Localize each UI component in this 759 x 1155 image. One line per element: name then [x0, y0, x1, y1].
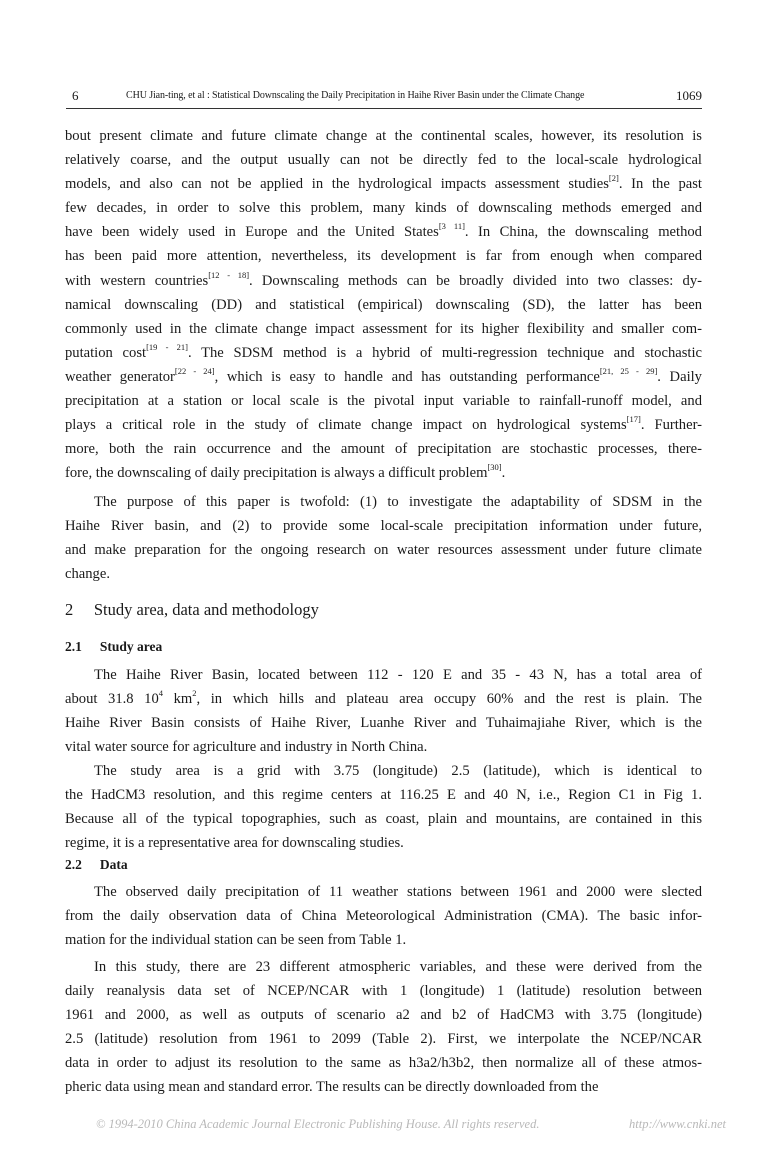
subsection-heading: 2.2 Data	[65, 857, 128, 872]
text-segment: change.	[65, 566, 110, 583]
text-line	[65, 172, 702, 196]
paragraph	[65, 759, 702, 855]
citation-superscript: 4	[158, 688, 163, 699]
text-line	[65, 461, 702, 485]
text-line	[65, 490, 702, 514]
text-segment: more, both the rain occurrence and the amount of precipitation are stochastic processes, there-	[65, 441, 702, 458]
text-line	[65, 735, 702, 759]
text-segment: pheric data using mean and standard error. The results can be directly downloaded from the	[65, 1079, 599, 1096]
text-segment: . In China, the downscaling method	[464, 224, 702, 241]
text-segment: The Haihe River Basin, located between 112 - 120 E and 35 - 43 N, has a total area of	[94, 667, 702, 683]
text-segment: relatively coarse, and the output usually can not be directly fed to the local-scale hydrological	[65, 152, 702, 169]
text-segment: daily reanalysis data set of NCEP/NCAR with 1 (longitude) 1 (latitude) resolution between	[65, 983, 702, 1000]
text-line	[65, 759, 702, 783]
text-line	[65, 196, 702, 220]
page-number-right: 1069	[676, 88, 702, 103]
text-line	[65, 955, 702, 979]
citation-superscript: [12 - 18]	[208, 269, 250, 280]
text-segment: Haihe River basin, and (2) to provide some local-scale precipitation information under future,	[65, 518, 702, 535]
text-segment: fore, the downscaling of daily precipitation is always a difficult problem	[65, 465, 488, 482]
text-line	[65, 928, 702, 952]
text-segment: vital water source for agriculture and industry in North China.	[65, 739, 428, 756]
text-line	[65, 244, 702, 268]
text-line	[65, 269, 702, 293]
text-segment: few decades, in order to solve this problem, many kinds of downscaling methods emerged and	[65, 200, 702, 217]
text-segment: the HadCM3 resolution, and this regime centers at 116.25 E and 40 N, i.e., Region C1 in Fig 1.	[65, 787, 702, 804]
text-segment: about 31.8 10	[65, 691, 159, 708]
text-segment: , which is easy to handle and has outstanding performance	[214, 368, 600, 385]
text-segment: with western countries	[65, 272, 209, 289]
text-line	[65, 148, 702, 172]
text-line	[65, 1003, 702, 1027]
citation-superscript: [30]	[487, 462, 502, 473]
text-segment: weather generator	[65, 368, 175, 385]
footer-url: http://www.cnki.net	[629, 1117, 726, 1131]
running-header	[66, 88, 702, 106]
paragraph	[65, 663, 702, 759]
text-segment: plays a critical role in the study of climate change impact on hydrological systems	[65, 417, 627, 434]
citation-superscript: [22 - 24]	[174, 365, 215, 376]
text-line	[65, 389, 702, 413]
footer	[96, 1117, 726, 1132]
paragraph	[65, 124, 702, 485]
text-segment: 1961 and 2000, as well as outputs of scenario a2 and b2 of HadCM3 with 3.75 (longitude)	[65, 1007, 702, 1024]
text-line	[65, 663, 702, 687]
paragraph	[65, 880, 702, 952]
text-segment: putation cost	[65, 344, 147, 361]
text-segment: The purpose of this paper is twofold: (1) to investigate the adaptability of SDSM in the	[94, 494, 702, 510]
text-segment: models, and also can not be applied in the hydrological impacts assessment studies	[65, 176, 609, 193]
text-segment: , in which hills and plateau area occupy 60% and the rest is plain. The	[196, 691, 702, 708]
text-segment: . Further-	[640, 417, 702, 434]
text-line	[65, 783, 702, 807]
text-line	[65, 220, 702, 244]
text-line	[65, 831, 702, 855]
text-segment: bout present climate and future climate change at the continental scales, however, its resolution is	[65, 128, 702, 144]
text-segment: . Downscaling methods can be broadly divided into two classes: dy-	[249, 272, 703, 289]
text-line	[65, 562, 702, 586]
text-segment: . The SDSM method is a hybrid of multi-regression technique and stochastic	[187, 344, 702, 361]
citation-superscript: 2	[192, 688, 197, 699]
subsection-heading: 2.1 Study area	[65, 639, 163, 654]
text-segment: Because all of the typical topographies, such as coast, plain and mountains, are contained in this	[65, 811, 702, 828]
text-segment: mation for the individual station can be seen from Table 1.	[65, 932, 407, 949]
text-segment: namical downscaling (DD) and statistical (empirical) downscaling (SD), the latter has been	[65, 296, 702, 313]
text-line	[65, 514, 702, 538]
text-line	[65, 124, 702, 148]
text-line	[65, 538, 702, 562]
text-line	[65, 979, 702, 1003]
citation-superscript: [17]	[626, 414, 641, 425]
section-heading: 2 Study area, data and methodology	[65, 600, 319, 619]
citation-superscript: [2]	[608, 173, 619, 184]
text-segment: In this study, there are 23 different atmospheric variables, and these were derived from the	[94, 959, 702, 975]
text-line	[65, 880, 702, 904]
text-segment: commonly used in the climate change impact assessment for its higher flexibility and smaller com-	[65, 320, 702, 337]
text-line	[65, 687, 702, 711]
text-segment: data in order to adjust its resolution to the same as h3a2/h3b2, then normalize all of these atmos-	[65, 1055, 702, 1072]
text-segment: 2.5 (latitude) resolution from 1961 to 2099 (Table 2). First, we interpolate the NCEP/NCAR	[65, 1031, 702, 1048]
text-segment: precipitation at a station or local scale is the pivotal input variable to rainfall-runoff model, and	[65, 393, 702, 410]
text-line	[65, 1051, 702, 1075]
text-line	[65, 904, 702, 928]
text-line	[65, 293, 702, 317]
citation-superscript: [3 11]	[438, 221, 465, 232]
text-line	[65, 1027, 702, 1051]
page-number-left: 6	[72, 88, 79, 103]
text-segment: km	[163, 691, 193, 708]
text-line	[65, 437, 702, 461]
paragraph	[65, 955, 702, 1100]
text-line	[65, 365, 702, 389]
text-segment: . In the past	[618, 176, 702, 193]
text-line	[65, 807, 702, 831]
text-segment: The observed daily precipitation of 11 weather stations between 1961 and 2000 were slected	[94, 884, 702, 900]
text-segment: has been paid more attention, nevertheless, its development is far from enough when compared	[65, 248, 702, 265]
copyright-notice: © 1994-2010 China Academic Journal Electronic Publishing House. All rights reserved.	[96, 1117, 540, 1131]
text-segment: from the daily observation data of China Meteorological Administration (CMA). The basic infor-	[65, 908, 702, 925]
text-segment: .	[501, 465, 506, 482]
text-segment: have been widely used in Europe and the United States	[65, 224, 439, 241]
text-line	[65, 711, 702, 735]
header-rule	[66, 108, 702, 109]
text-segment: The study area is a grid with 3.75 (longitude) 2.5 (latitude), which is identical to	[94, 763, 702, 779]
citation-superscript: [21, 25 - 29]	[599, 365, 658, 376]
text-segment: and make preparation for the ongoing research on water resources assessment under future climate	[65, 542, 702, 559]
citation-superscript: [19 - 21]	[146, 341, 188, 352]
text-line	[65, 341, 702, 365]
text-segment: . Daily	[657, 368, 702, 385]
text-segment: regime, it is a representative area for downscaling studies.	[65, 835, 404, 852]
text-line	[65, 1075, 702, 1099]
text-line	[65, 317, 702, 341]
paragraph	[65, 490, 702, 586]
running-title: CHU Jian-ting, et al : Statistical Downscaling the Daily Precipitation in Haihe River Basin under the Climate Change	[126, 90, 585, 101]
text-segment: Haihe River Basin consists of Haihe River, Luanhe River and Tuhaimajiahe River, which is the	[65, 715, 702, 732]
text-line	[65, 413, 702, 437]
